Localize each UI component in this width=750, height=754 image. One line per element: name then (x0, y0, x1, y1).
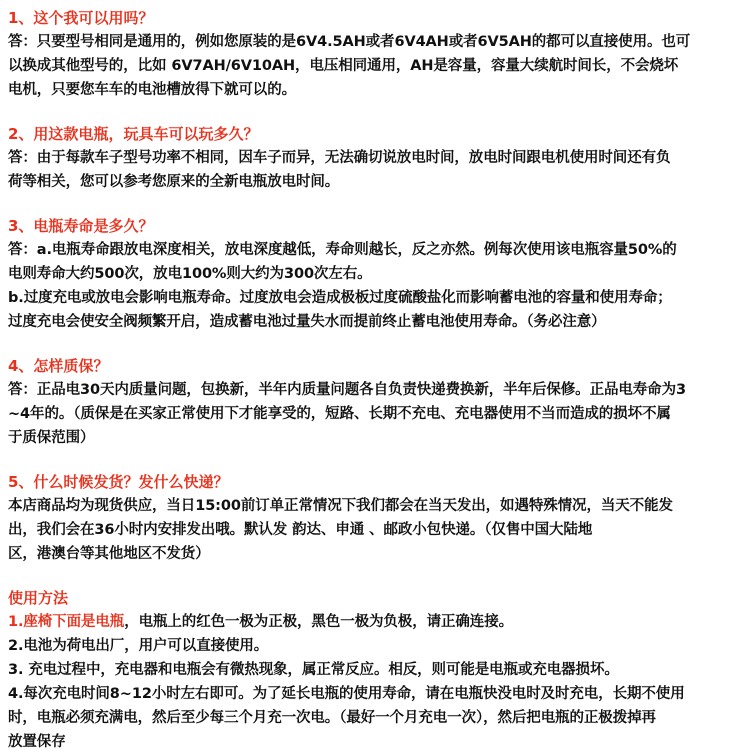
usage-item-1 (8, 610, 742, 634)
answer-3-line: b.过度充电或放电会影响电瓶寿命。过度放电会造成极板过度硫酸盐化而影响蓄电池的容量和使用寿命； (8, 290, 672, 306)
usage-heading: 使用方法 (8, 589, 69, 607)
answer-4-line: 于质保范围） (8, 430, 95, 446)
faq-section-3 (8, 214, 742, 334)
usage-line: 3. 充电过程中，充电器和电瓶会有微热现象，属正常反应。相反，则可能是电瓶或充电器损坏。 (8, 662, 619, 678)
faq-section-4 (8, 354, 742, 450)
usage-item-1-highlight: 1.座椅下面是电瓶 (8, 614, 125, 630)
answer-2 (8, 146, 742, 194)
faq-section-1 (8, 6, 742, 102)
usage-body (8, 610, 742, 754)
usage-line: 放置保存 (8, 734, 66, 750)
answer-4-line: 答：正品电30天内质量问题，包换新，半年内质量问题各自负责快递费换新，半年后保修。正品电寿命为3 (8, 382, 686, 398)
usage-section (8, 586, 742, 754)
question-2-heading: 2、用这款电瓶，玩具车可以玩多久？ (8, 125, 259, 143)
usage-line: 时，电瓶必须充满电，然后至少每三个月充一次电。（最好一个月充电一次），然后把电瓶的正极拨掉再 (8, 710, 656, 726)
answer-2-line: 荷等相关，您可以参考您原来的全新电瓶放电时间。 (8, 174, 340, 190)
question-4-heading: 4、怎样质保？ (8, 357, 109, 375)
question-1-heading: 1、这个我可以用吗？ (8, 9, 154, 27)
usage-line: 2.电池为荷电出厂，用户可以直接使用。 (8, 638, 269, 654)
answer-1-line: 以换成其他型号的，比如 6V7AH/6V10AH，电压相同通用，AH是容量，容量大续航时间长，不会烧坏 (8, 58, 679, 74)
answer-1-line: 答：只要型号相同是通用的，例如您原装的是6V4.5AH或者6V4AH或者6V5AH的都可以直接使用。也可 (8, 34, 691, 50)
answer-1 (8, 30, 742, 102)
faq-section-2 (8, 122, 742, 194)
answer-2-line: 答：由于每款车子型号功率不相同，因车子而异，无法确切说放电时间，放电时间跟电机使用时间还有负 (8, 150, 671, 166)
answer-5-line: 区，港澳台等其他地区不发货） (8, 546, 210, 562)
answer-5-line: 本店商品均为现货供应，当日15:00前订单正常情况下我们都会在当天发出，如遇特殊情况，当天不能发 (8, 498, 673, 514)
question-5-heading: 5、什么时候发货？发什么快递？ (8, 473, 229, 491)
question-3-heading: 3、电瓶寿命是多久？ (8, 217, 154, 235)
usage-line: 4.每次充电时间8~12小时左右即可。为了延长电瓶的使用寿命，请在电瓶快没电时及时充电，长期不使用 (8, 686, 685, 702)
answer-3-line: 过度充电会使安全阀频繁开启，造成蓄电池过量失水而提前终止蓄电池使用寿命。（务必注意） (8, 314, 606, 330)
answer-3-line: 电则寿命大约500次，放电100%则大约为300次左右。 (8, 266, 372, 282)
faq-section-5 (8, 470, 742, 566)
answer-4 (8, 378, 742, 450)
answer-5 (8, 494, 742, 566)
answer-3-line: 答：a.电瓶寿命跟放电深度相关，放电深度越低，寿命则越长，反之亦然。例每次使用该电瓶容量50%的 (8, 242, 677, 258)
answer-5-line: 出，我们会在36小时内安排发出哦。默认发 韵达、申通 、邮政小包快递。（仅售中国大陆地 (8, 522, 593, 538)
answer-3 (8, 238, 742, 334)
usage-item-1-text: ，电瓶上的红色一极为正极，黑色一极为负极，请正确连接。 (124, 614, 514, 630)
answer-1-line: 电机，只要您车车的电池槽放得下就可以的。 (8, 82, 296, 98)
answer-4-line: ~4年的。（质保是在买家正常使用下才能享受的，短路、长期不充电、充电器使用不当而造成的损坏不属 (8, 406, 671, 422)
